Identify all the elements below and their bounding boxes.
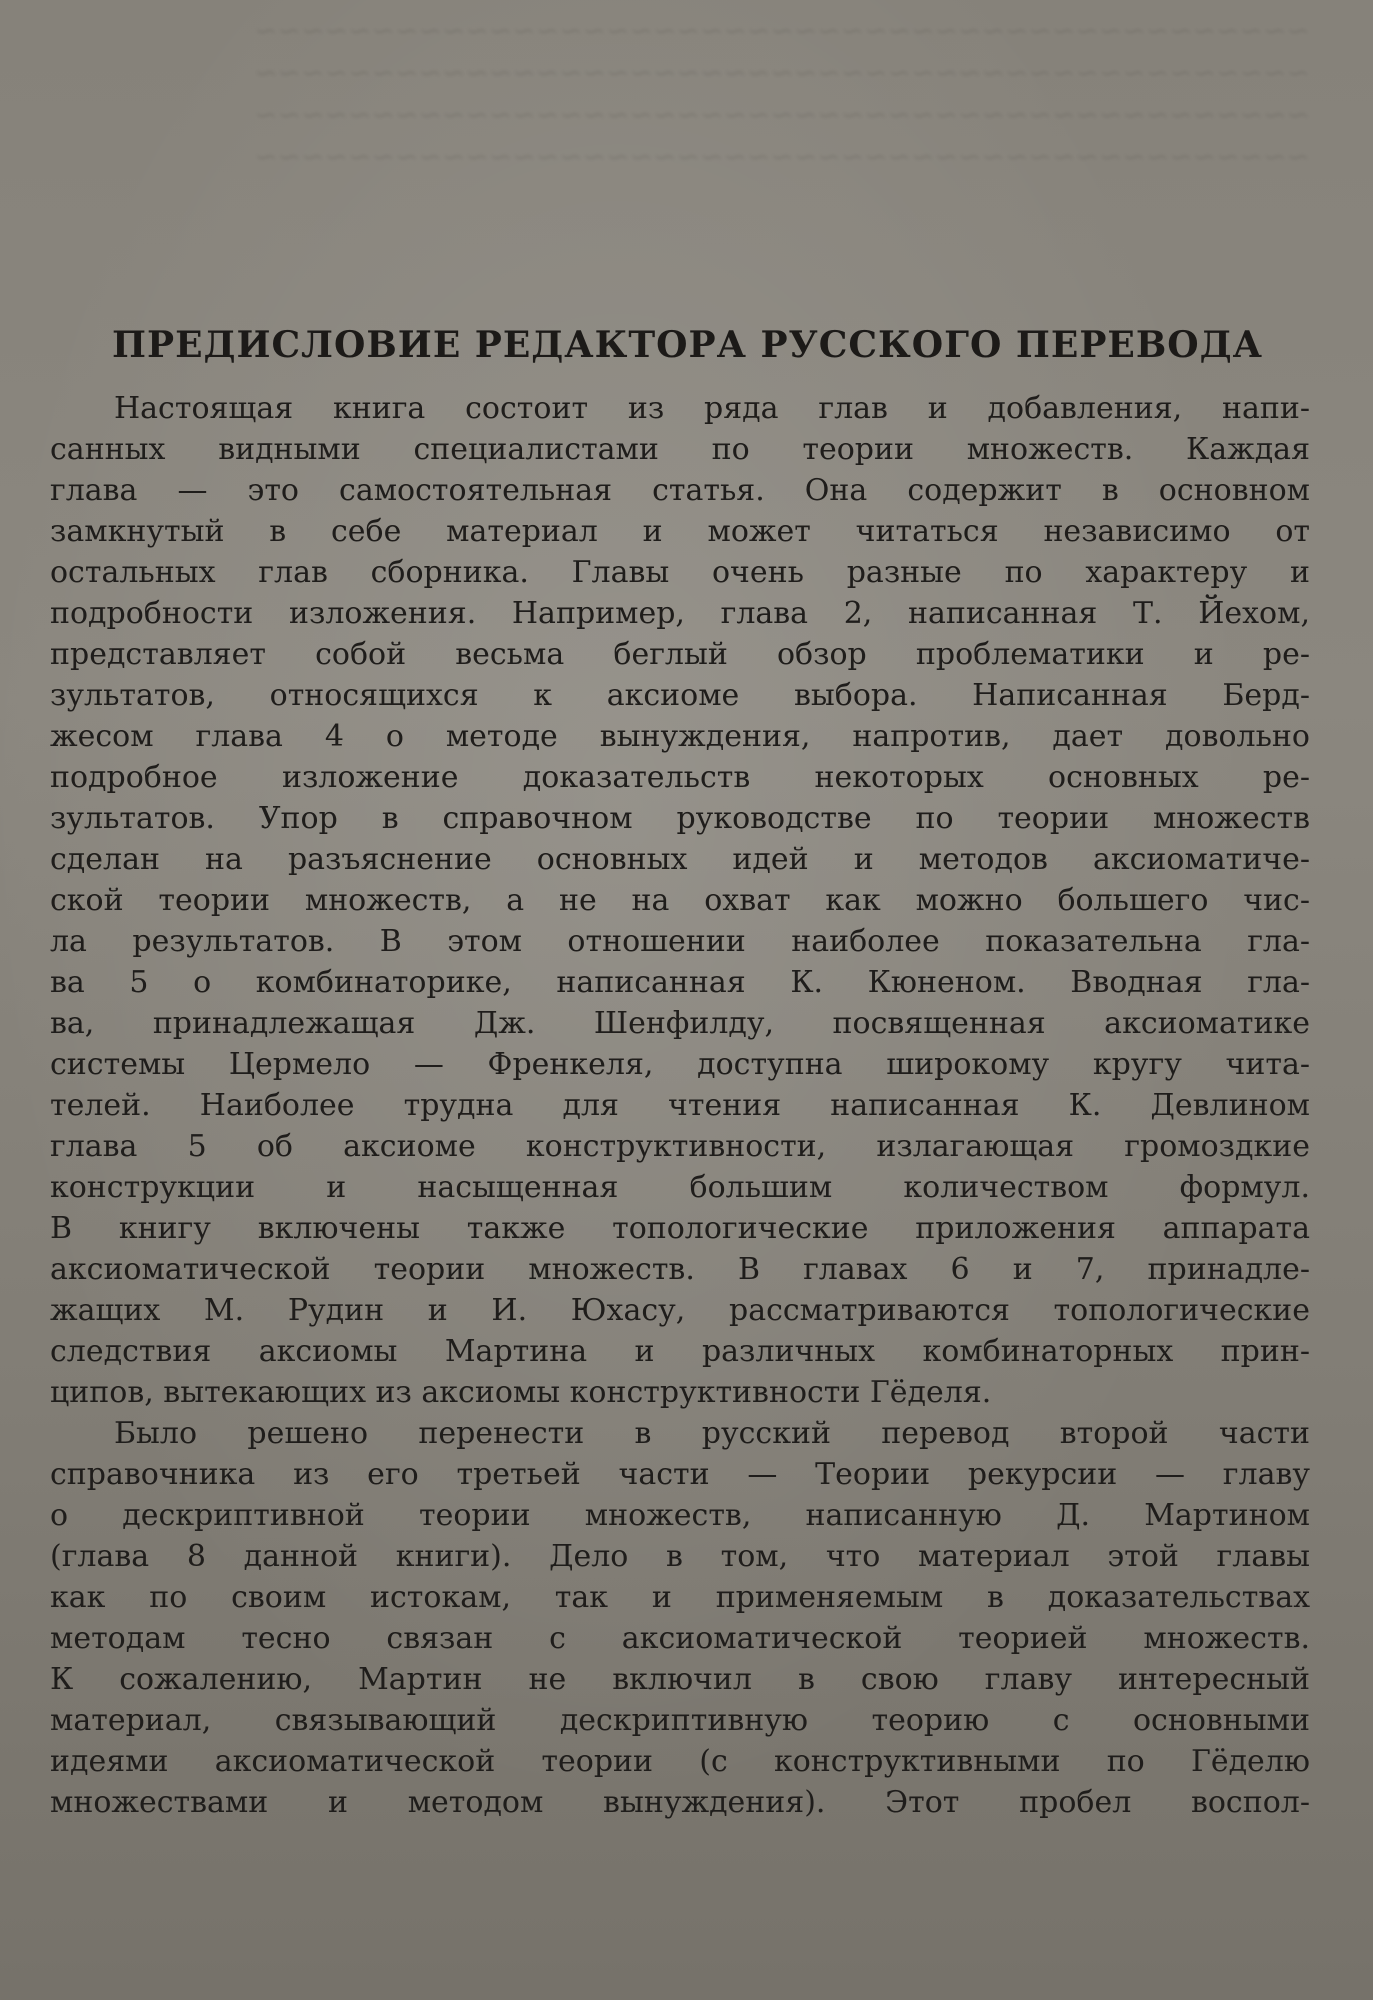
text-line: ва, принадлежащая Дж. Шенфилду, посвященная аксиоматике (50, 1006, 1310, 1041)
text-line: ла результатов. В этом отношении наиболее показательна гла- (50, 924, 1310, 959)
text-line: системы Цермело — Френкеля, доступна широкому кругу чита- (50, 1047, 1310, 1082)
text-line: телей. Наиболее трудна для чтения написанная К. Девлином (50, 1088, 1310, 1123)
text-line: Настоящая книга состоит из ряда глав и добавления, напи- (114, 391, 1310, 426)
paragraph-2 (50, 1413, 1310, 1823)
text-line: подробное изложение доказательств некоторых основных ре- (50, 760, 1310, 795)
text-line: представляет собой весьма беглый обзор проблематики и ре- (50, 637, 1310, 672)
text-line: (глава 8 данной книги). Дело в том, что материал этой главы (50, 1539, 1310, 1574)
text-line: идеями аксиоматической теории (с конструктивными по Гёделю (50, 1744, 1310, 1779)
page-title: ПРЕДИСЛОВИЕ РЕДАКТОРА РУССКОГО ПЕРЕВОДА (112, 324, 1263, 367)
text-line: жесом глава 4 о методе вынуждения, напротив, дает довольно (50, 719, 1310, 754)
text-line: ципов, вытекающих из аксиомы конструктивности Гёделя. (50, 1375, 992, 1410)
text-line: К сожалению, Мартин не включил в свою главу интересный (50, 1662, 1310, 1697)
text-line: сделан на разъяснение основных идей и методов аксиоматиче- (50, 842, 1310, 877)
text-line: материал, связывающий дескриптивную теорию с основными (50, 1703, 1310, 1738)
text-line: зультатов, относящихся к аксиоме выбора. Написанная Берд- (50, 678, 1310, 713)
text-line: следствия аксиомы Мартина и различных комбинаторных прин- (50, 1334, 1310, 1369)
text-line: о дескриптивной теории множеств, написанную Д. Мартином (50, 1498, 1310, 1533)
text-line: замкнутый в себе материал и может читаться независимо от (50, 514, 1310, 549)
text-line: санных видными специалистами по теории множеств. Каждая (50, 432, 1310, 467)
text-line: как по своим истокам, так и применяемым в доказательствах (50, 1580, 1310, 1615)
text-line: методам тесно связан с аксиоматической теорией множеств. (50, 1621, 1310, 1656)
text-line: зультатов. Упор в справочном руководстве по теории множеств (50, 801, 1310, 836)
text-line: В книгу включены также топологические приложения аппарата (50, 1211, 1310, 1246)
text-line: ва 5 о комбинаторике, написанная К. Кюненом. Вводная гла- (50, 965, 1310, 1000)
text-line: Было решено перенести в русский перевод второй части (114, 1416, 1310, 1451)
text-line: глава 5 об аксиоме конструктивности, излагающая громоздкие (50, 1129, 1310, 1164)
text-line: справочника из его третьей части — Теории рекурсии — главу (50, 1457, 1310, 1492)
text-line: аксиоматической теории множеств. В главах 6 и 7, принадле- (50, 1252, 1310, 1287)
text-line: ской теории множеств, а не на охват как можно большего чис- (50, 883, 1310, 918)
text-line: жащих М. Рудин и И. Юхасу, рассматриваются топологические (50, 1293, 1310, 1328)
text-line: подробности изложения. Например, глава 2, написанная Т. Йехом, (50, 596, 1310, 631)
text-line: множествами и методом вынуждения). Этот пробел воспол- (50, 1785, 1310, 1820)
bleed-through-text: ~~~~~~~~~~~~~~~~~~~~~~~~~~~~~~~~~~~~~~~~~~~~~ ~~~~~~~~~~~~~~~~~~~~~~~~~~~~~~~~~~~~~~~~~~~~~ ~~~~~~~~~~~~~~~~~~~~~~~~~~~~~~~~~~~~~~~~~~~~~ ~~~~~~~~~~~~~~~~~~~~~~~~~~~~~~~~~~~~~~~~~~~~~ (254, 14, 1310, 173)
text-line: остальных глав сборника. Главы очень разные по характеру и (50, 555, 1310, 590)
text-line: глава — это самостоятельная статья. Она содержит в основном (50, 473, 1310, 508)
paragraph-1 (50, 388, 1310, 1413)
body-text (50, 388, 1310, 1823)
text-line: конструкции и насыщенная большим количеством формул. (50, 1170, 1310, 1205)
